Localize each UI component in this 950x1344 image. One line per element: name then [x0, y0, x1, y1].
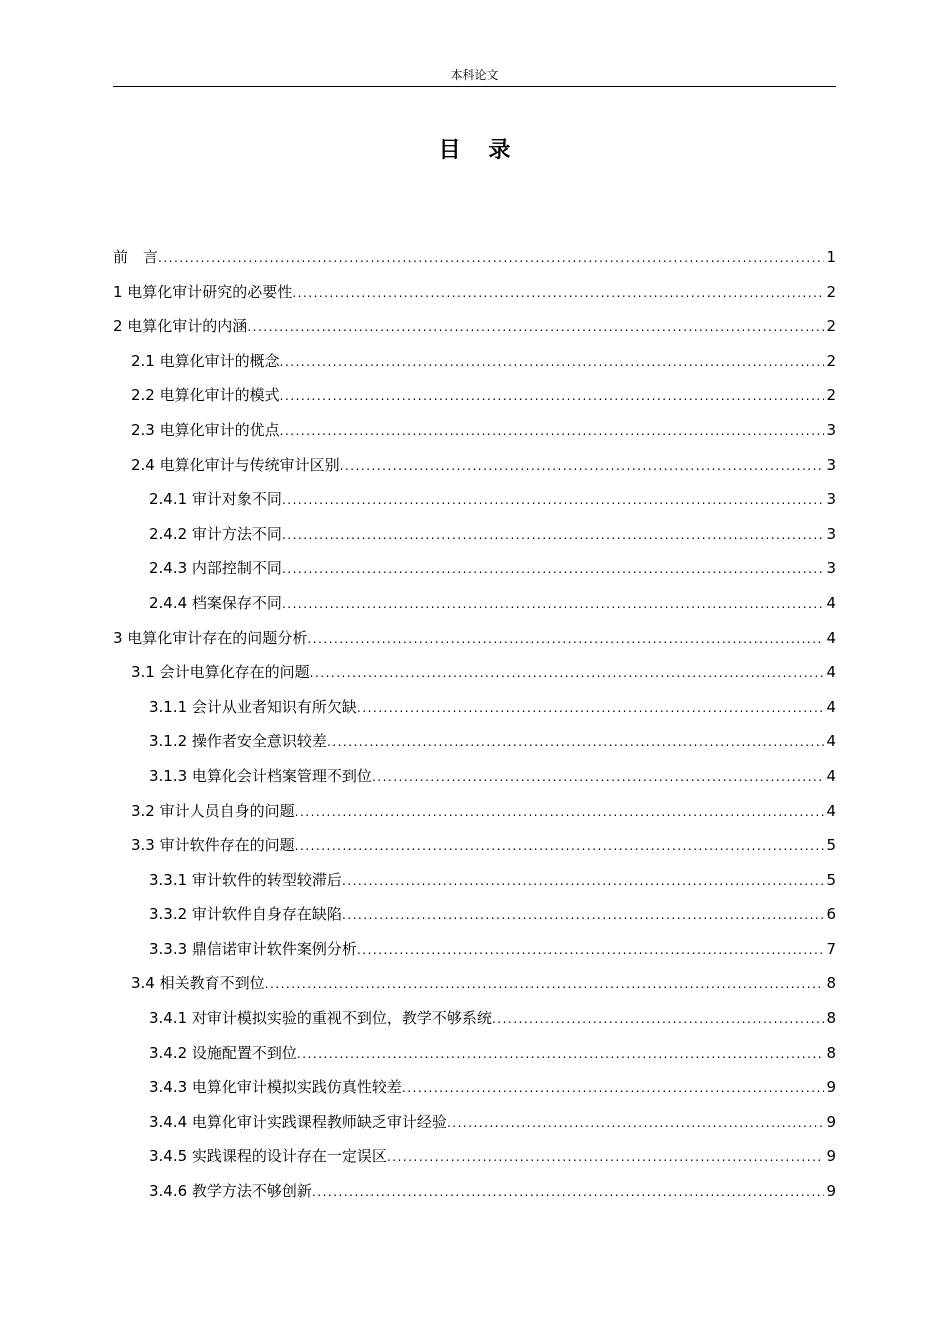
toc-entry-page-number: 8 [826, 974, 836, 993]
toc-entry-page-number: 2 [826, 282, 836, 301]
toc-dot-leader [342, 903, 825, 927]
toc-entry-page-number: 4 [826, 663, 836, 682]
toc-entry[interactable] [113, 695, 836, 730]
toc-dot-leader [312, 1180, 825, 1204]
toc-entry-page-number: 9 [826, 1147, 836, 1166]
toc-entry-label: 3.4 相关教育不到位 [131, 974, 265, 993]
toc-entry-label: 3.1.1 会计从业者知识有所欠缺 [149, 697, 357, 716]
toc-dot-leader [295, 800, 825, 824]
toc-dot-leader [357, 696, 825, 720]
toc-entry[interactable] [113, 522, 836, 557]
toc-entry[interactable] [113, 971, 836, 1006]
toc-entry-label: 3.1.2 操作者安全意识较差 [149, 732, 327, 751]
toc-entry-label: 3.4.3 电算化审计模拟实践仿真性较差 [149, 1078, 402, 1097]
toc-entry-page-number: 7 [826, 939, 836, 958]
toc-entry[interactable] [113, 487, 836, 522]
toc-entry-label: 3.4.5 实践课程的设计存在一定误区 [149, 1147, 387, 1166]
toc-entry-page-number: 2 [826, 351, 836, 370]
page-header [113, 66, 836, 87]
toc-entry-label: 2.4.3 内部控制不同 [149, 559, 282, 578]
toc-entry-label: 1 电算化审计研究的必要性 [113, 282, 293, 301]
toc-entry[interactable] [113, 1075, 836, 1110]
toc-entry-label: 3.4.1 对审计模拟实验的重视不到位，教学不够系统 [149, 1009, 492, 1028]
toc-dot-leader [327, 730, 825, 754]
toc-entry-page-number: 4 [826, 593, 836, 612]
toc-dot-leader [282, 523, 825, 547]
toc-entry-label: 3.3.3 鼎信诺审计软件案例分析 [149, 939, 357, 958]
toc-entry[interactable] [113, 1110, 836, 1145]
toc-dot-leader [282, 592, 825, 616]
toc-entry[interactable] [113, 1041, 836, 1076]
toc-entry[interactable] [113, 591, 836, 626]
toc-dot-leader [357, 938, 825, 962]
toc-entry-label: 2.1 电算化审计的概念 [131, 351, 280, 370]
toc-entry-label: 2.4.4 档案保存不同 [149, 593, 282, 612]
toc-dot-leader [280, 350, 825, 374]
table-of-contents [113, 245, 836, 1214]
toc-entry[interactable] [113, 799, 836, 834]
toc-entry[interactable] [113, 902, 836, 937]
toc-dot-leader [282, 557, 825, 581]
toc-entry[interactable] [113, 245, 836, 280]
toc-entry-label: 3 电算化审计存在的问题分析 [113, 628, 308, 647]
toc-entry-label: 2.4 电算化审计与传统审计区别 [131, 455, 340, 474]
toc-entry[interactable] [113, 314, 836, 349]
toc-dot-leader [372, 765, 825, 789]
toc-entry[interactable] [113, 764, 836, 799]
toc-dot-leader [492, 1007, 825, 1031]
header-text: 本科论文 [450, 68, 499, 82]
toc-entry[interactable] [113, 660, 836, 695]
toc-dot-leader [247, 315, 824, 339]
toc-entry[interactable] [113, 453, 836, 488]
toc-entry[interactable] [113, 626, 836, 661]
toc-entry-label: 3.4.4 电算化审计实践课程教师缺乏审计经验 [149, 1112, 447, 1131]
toc-dot-leader [447, 1111, 825, 1135]
toc-entry[interactable] [113, 418, 836, 453]
toc-dot-leader [282, 488, 825, 512]
toc-entry-page-number: 3 [826, 559, 836, 578]
toc-entry-page-number: 4 [826, 697, 836, 716]
toc-dot-leader [158, 246, 824, 270]
toc-entry-label: 2.3 电算化审计的优点 [131, 420, 280, 439]
toc-entry-page-number: 9 [826, 1078, 836, 1097]
toc-dot-leader [265, 972, 825, 996]
toc-dot-leader [292, 281, 824, 305]
toc-entry-page-number: 8 [826, 1009, 836, 1028]
toc-entry-page-number: 3 [826, 455, 836, 474]
toc-entry-page-number: 2 [826, 317, 836, 336]
toc-entry-label: 3.4.6 教学方法不够创新 [149, 1182, 312, 1201]
toc-entry-label: 3.3.2 审计软件自身存在缺陷 [149, 905, 342, 924]
toc-entry-page-number: 4 [826, 628, 836, 647]
toc-entry-page-number: 9 [826, 1112, 836, 1131]
toc-dot-leader [310, 661, 825, 685]
toc-entry[interactable] [113, 556, 836, 591]
toc-entry-page-number: 3 [826, 490, 836, 509]
toc-entry[interactable] [113, 349, 836, 384]
toc-entry-label: 2 电算化审计的内涵 [113, 317, 248, 336]
toc-entry-page-number: 1 [826, 248, 836, 266]
toc-entry-label: 3.1 会计电算化存在的问题 [131, 663, 310, 682]
toc-entry-page-number: 6 [826, 905, 836, 924]
toc-entry-page-number: 3 [826, 524, 836, 543]
page-title: 目 录 [438, 138, 521, 163]
toc-entry-label: 3.3 审计软件存在的问题 [131, 836, 295, 855]
toc-entry-page-number: 4 [826, 766, 836, 785]
toc-dot-leader [402, 1076, 825, 1100]
toc-dot-leader [342, 869, 825, 893]
toc-entry[interactable] [113, 1144, 836, 1179]
toc-entry-label: 3.4.2 设施配置不到位 [149, 1043, 297, 1062]
toc-entry-page-number: 5 [826, 836, 836, 855]
toc-dot-leader [295, 834, 825, 858]
toc-dot-leader [387, 1145, 825, 1169]
toc-entry-label: 2.4.2 审计方法不同 [149, 524, 282, 543]
toc-entry-page-number: 5 [826, 870, 836, 889]
toc-entry-page-number: 9 [826, 1182, 836, 1201]
toc-dot-leader [297, 1042, 825, 1066]
toc-entry[interactable] [113, 1179, 836, 1214]
toc-entry-label: 2.4.1 审计对象不同 [149, 490, 282, 509]
toc-entry-label: 3.2 审计人员自身的问题 [131, 801, 295, 820]
toc-dot-leader [280, 419, 825, 443]
toc-entry-label: 3.3.1 审计软件的转型较滞后 [149, 870, 342, 889]
toc-entry[interactable] [113, 868, 836, 903]
toc-entry[interactable] [113, 729, 836, 764]
toc-entry-page-number: 8 [826, 1043, 836, 1062]
toc-entry-page-number: 3 [826, 420, 836, 439]
toc-entry-label: 2.2 电算化审计的模式 [131, 386, 280, 405]
toc-entry-page-number: 4 [826, 801, 836, 820]
toc-dot-leader [340, 454, 825, 478]
toc-dot-leader [307, 627, 824, 651]
toc-entry[interactable] [113, 937, 836, 972]
toc-entry-page-number: 4 [826, 732, 836, 751]
toc-dot-leader [280, 384, 825, 408]
toc-entry[interactable] [113, 1006, 836, 1041]
toc-entry[interactable] [113, 280, 836, 315]
toc-entry-page-number: 2 [826, 386, 836, 405]
toc-entry[interactable] [113, 383, 836, 418]
toc-entry-label: 前 言 [113, 248, 159, 266]
toc-entry-label: 3.1.3 电算化会计档案管理不到位 [149, 766, 372, 785]
toc-entry[interactable] [113, 833, 836, 868]
